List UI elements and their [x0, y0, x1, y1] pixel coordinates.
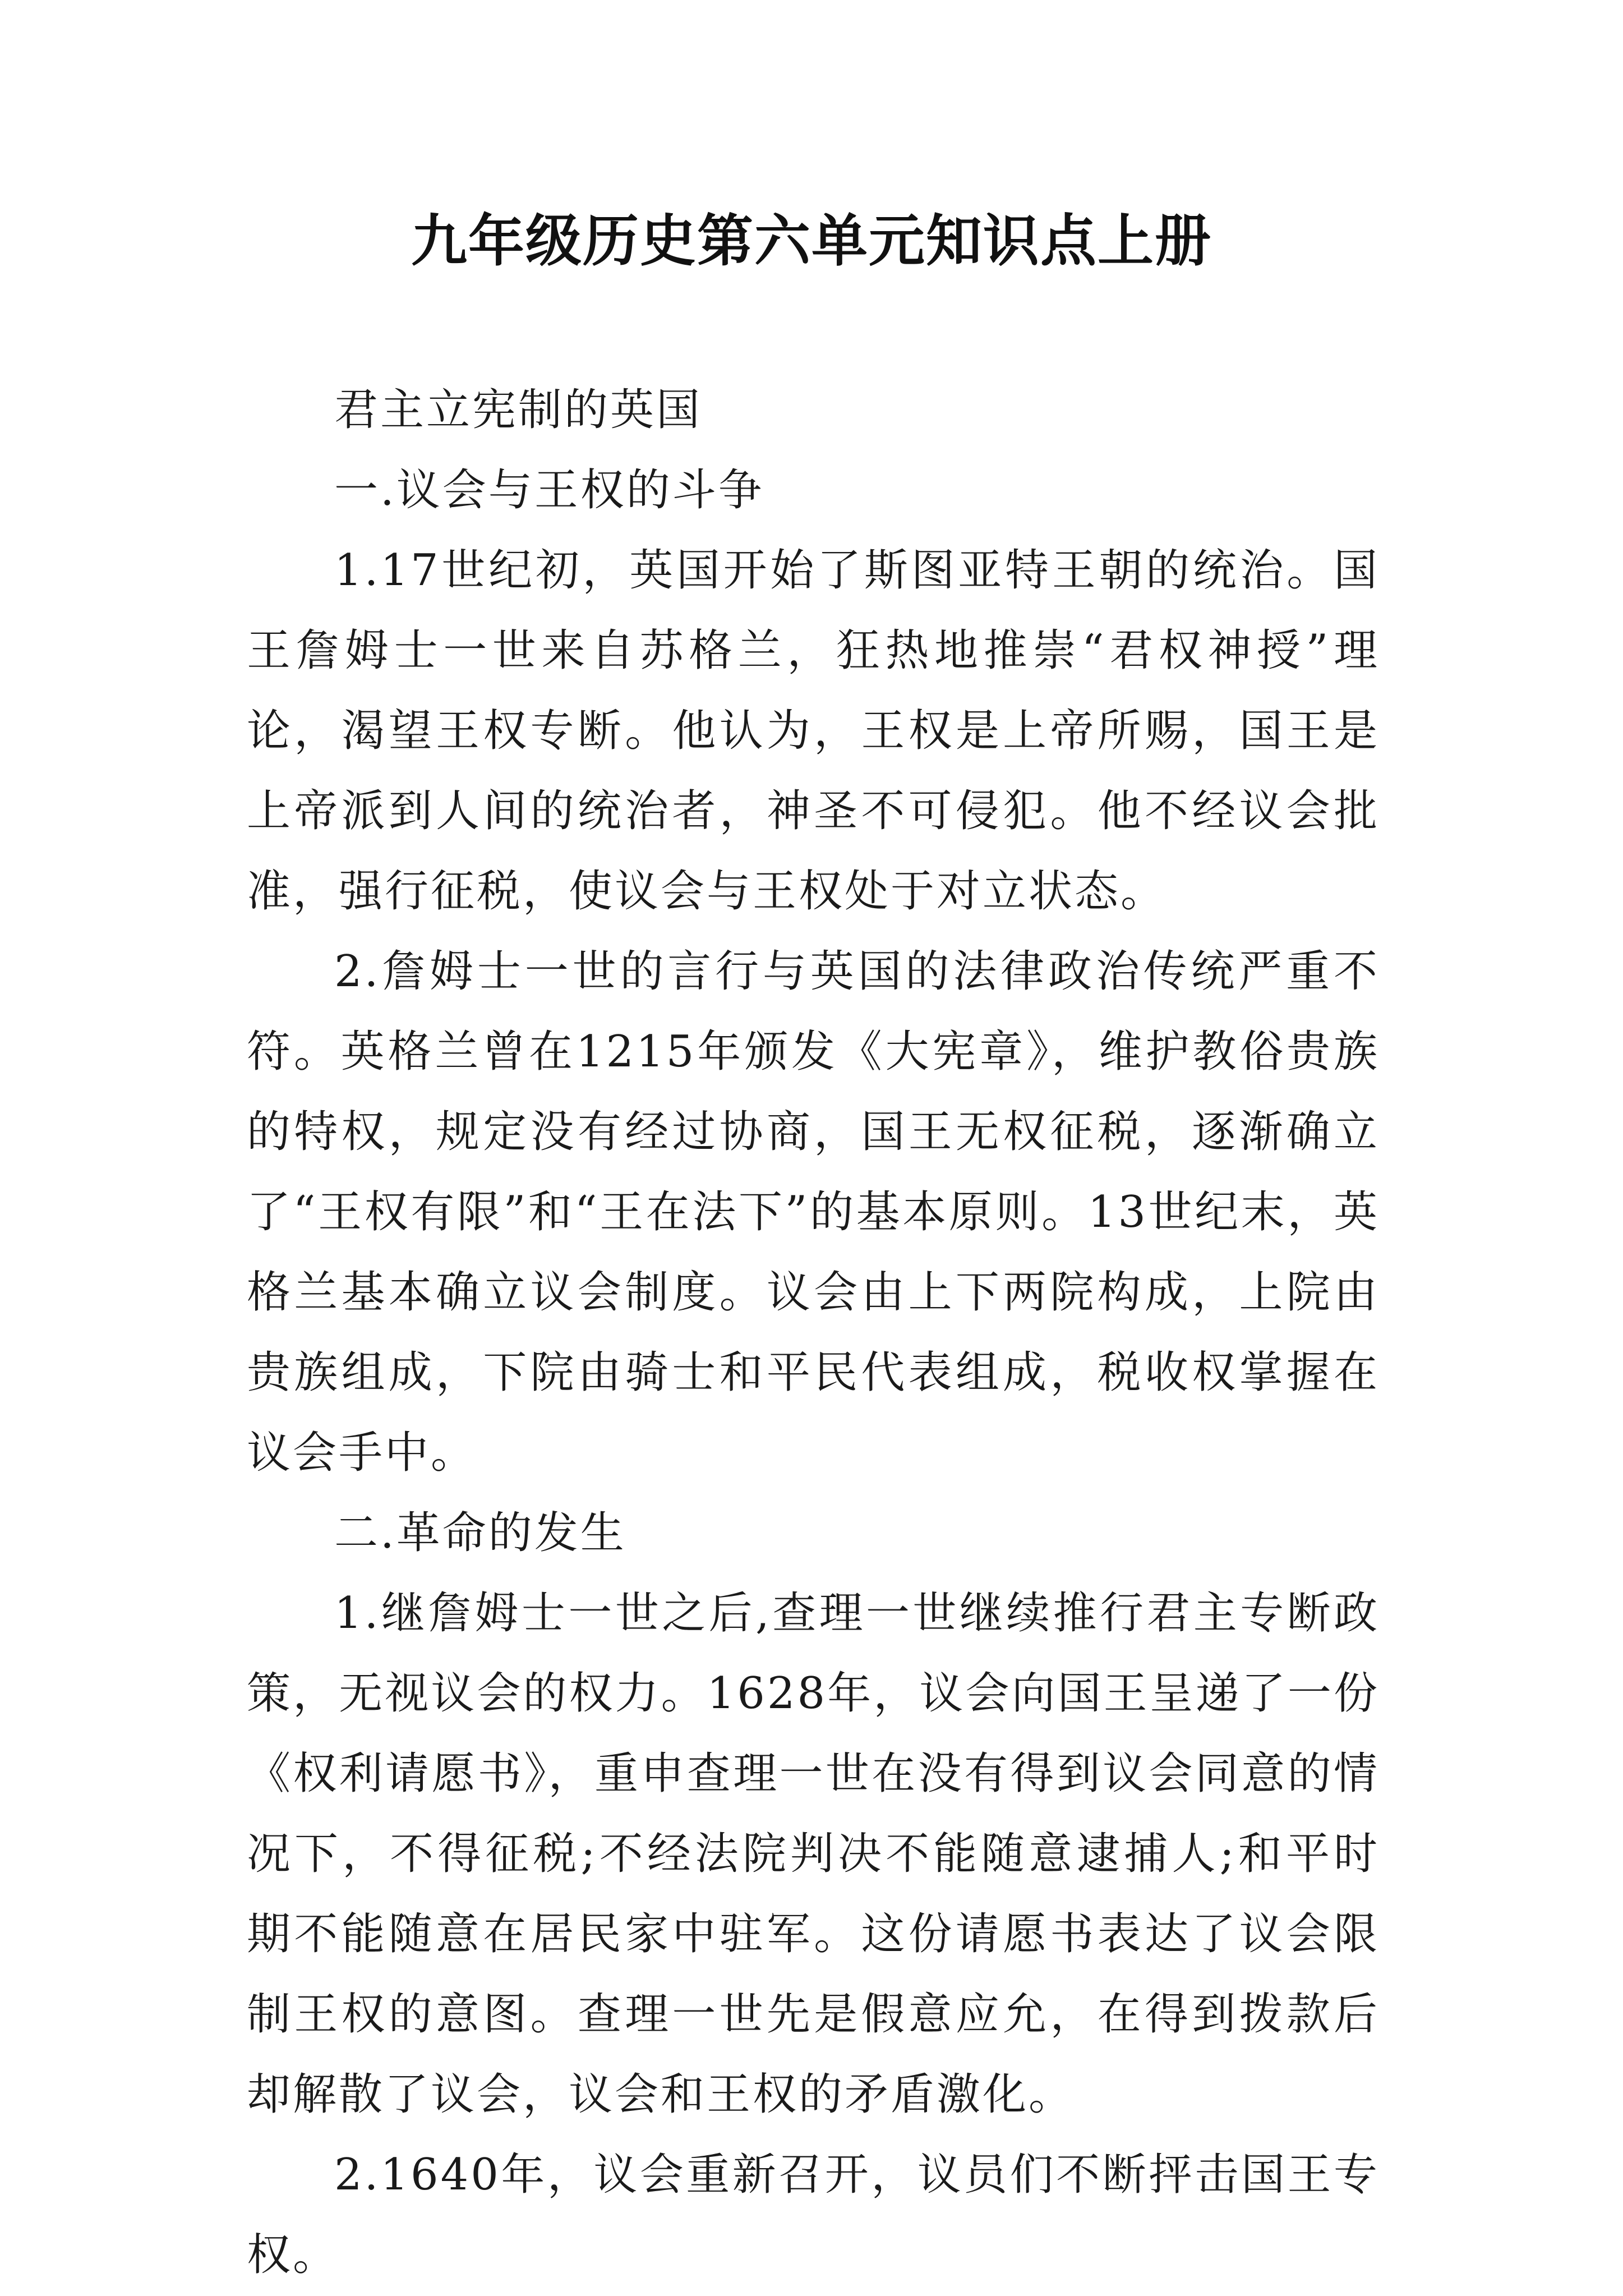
body-paragraph: 1.继詹姆士一世之后,查理一世继续推行君主专断政策，无视议会的权力。1628年，议会向国王呈递了一份《权利请愿书》，重申查理一世在没有得到议会同意的情况下，不得征税;不经法院判决不能随意逮捕人;和平时期不能随意在居民家中驻军。这份请愿书表达了议会限制王权的意图。查理一世先是假意应允，在得到拨款后却解散了议会，议会和王权的矛盾激化。: [247, 1588, 1380, 2120]
section-heading: 君主立宪制的英国: [334, 385, 703, 435]
body-paragraph: 2.詹姆士一世的言行与英国的法律政治传统严重不符。英格兰曾在1215年颁发《大宪章》，维护教俗贵族的特权，规定没有经过协商，国王无权征税，逐渐确立了“王权有限”和“王在法下”的基本原则。13世纪末，英格兰基本确立议会制度。议会由上下两院构成，上院由贵族组成，下院由骑士和平民代表组成，税收权掌握在议会手中。: [247, 946, 1380, 1478]
body-paragraph: 1.17世纪初，英国开始了斯图亚特王朝的统治。国王詹姆士一世来自苏格兰，狂热地推崇“君权神授”理论，渴望王权专断。他认为，王权是上帝所赐，国王是上帝派到人间的统治者，神圣不可侵犯。他不经议会批准，强行征税，使议会与王权处于对立状态。: [247, 545, 1380, 917]
document-body: [247, 370, 1380, 2295]
subsection-heading: 一.议会与王权的斗争: [334, 465, 764, 516]
body-paragraph: 2.1640年，议会重新召开，议员们不断抨击国王专权。: [247, 2150, 1380, 2280]
subsection-heading: 二.革命的发生: [334, 1508, 626, 1558]
document-title: 九年级历史第六单元知识点上册: [411, 208, 1212, 274]
